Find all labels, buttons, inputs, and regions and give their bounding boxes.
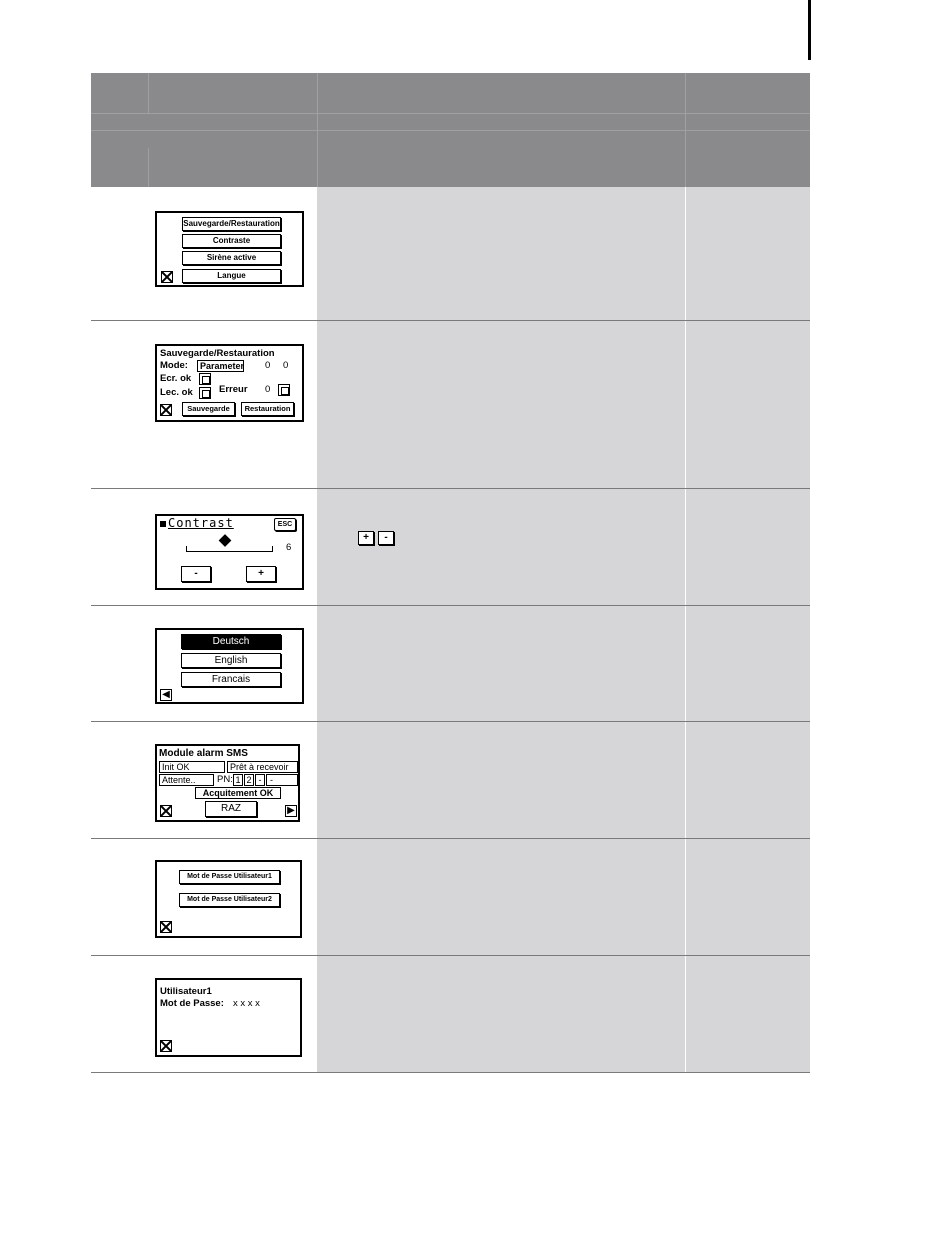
increase-button[interactable]: + xyxy=(246,566,276,582)
contrast-slider[interactable] xyxy=(186,546,273,552)
header-column-divider xyxy=(148,148,149,187)
mode-field[interactable]: Parameter xyxy=(197,360,244,372)
header-column-divider xyxy=(685,73,686,187)
close-icon[interactable] xyxy=(160,921,172,933)
description-cell xyxy=(317,489,685,605)
backup-title: Sauvegarde/Restauration xyxy=(160,348,275,359)
init-status: Init OK xyxy=(159,761,225,773)
contrast-value: 6 xyxy=(286,542,292,553)
description-cell xyxy=(317,839,685,955)
sms-title: Module alarm SMS xyxy=(159,748,248,759)
header-divider xyxy=(91,130,810,131)
error-label: Erreur xyxy=(219,384,248,395)
error-indicator xyxy=(278,384,290,396)
save-button[interactable]: Sauvegarde xyxy=(182,402,235,416)
notes-cell xyxy=(686,489,810,605)
raz-button[interactable]: RAZ xyxy=(205,801,257,817)
esc-button[interactable]: ESC xyxy=(274,518,296,531)
table-row xyxy=(91,321,810,489)
slider-thumb[interactable] xyxy=(219,534,232,547)
language-francais-button[interactable]: Francais xyxy=(181,672,281,687)
password-label: Mot de Passe: xyxy=(160,998,224,1009)
notes-cell xyxy=(686,321,810,488)
waiting-status: Attente.. xyxy=(159,774,214,786)
notes-cell xyxy=(686,956,810,1072)
description-cell xyxy=(317,956,685,1072)
decrease-button[interactable]: - xyxy=(181,566,211,582)
lcd-menu-screen xyxy=(155,211,304,287)
table-row xyxy=(91,606,810,722)
menu-backup-restore-button[interactable]: Sauvegarde/Restauration xyxy=(182,217,281,231)
pn-digit[interactable]: 1 xyxy=(233,774,243,786)
header-column-divider xyxy=(148,73,149,113)
language-english-button[interactable]: English xyxy=(181,653,281,668)
table-header xyxy=(91,73,810,187)
description-cell xyxy=(317,321,685,488)
notes-cell xyxy=(686,606,810,721)
ack-status: Acquitement OK xyxy=(195,787,281,799)
menu-siren-button[interactable]: Sirène active xyxy=(182,251,281,265)
slider-track xyxy=(186,551,273,552)
mode-value-1: 0 xyxy=(265,360,271,371)
slider-tick xyxy=(272,546,273,552)
minus-key-icon: - xyxy=(378,531,394,545)
notes-cell xyxy=(686,187,810,320)
close-icon[interactable] xyxy=(160,1040,172,1052)
ready-status: Prêt à recevoir xyxy=(227,761,298,773)
error-value: 0 xyxy=(265,384,271,395)
screen-cell xyxy=(91,606,317,721)
close-icon[interactable] xyxy=(160,805,172,817)
back-arrow-icon[interactable]: ◀ xyxy=(160,689,172,701)
slider-tick xyxy=(186,546,187,552)
read-ok-label: Lec. ok xyxy=(160,387,193,398)
table-row xyxy=(91,187,810,321)
pn-digit[interactable]: 2 xyxy=(244,774,254,786)
contrast-title: Contrast xyxy=(168,516,234,530)
user2-password-button[interactable]: Mot de Passe Utilisateur2 xyxy=(179,893,280,907)
description-cell xyxy=(317,722,685,838)
write-ok-label: Ecr. ok xyxy=(160,373,192,384)
table-body xyxy=(91,187,810,1073)
password-value[interactable]: x x x x xyxy=(233,998,260,1009)
header-divider xyxy=(91,113,810,114)
description-cell xyxy=(317,187,685,320)
mode-label: Mode: xyxy=(160,360,188,371)
title-marker-icon xyxy=(160,521,166,527)
lcd-password-screen xyxy=(155,978,302,1057)
table-row xyxy=(91,722,810,839)
table-row xyxy=(91,489,810,606)
lcd-password-menu-screen xyxy=(155,860,302,938)
description-cell xyxy=(317,606,685,721)
menu-language-button[interactable]: Langue xyxy=(182,269,281,283)
language-deutsch-button[interactable]: Deutsch xyxy=(181,634,281,649)
pn-label: PN: xyxy=(217,774,233,785)
lcd-sms-screen xyxy=(155,744,300,822)
plus-key-icon: + xyxy=(358,531,374,545)
screen-cell xyxy=(91,722,317,838)
user-label: Utilisateur1 xyxy=(160,986,212,997)
user1-password-button[interactable]: Mot de Passe Utilisateur1 xyxy=(179,870,280,884)
pn-digit[interactable]: - xyxy=(266,774,298,786)
notes-cell xyxy=(686,722,810,838)
notes-cell xyxy=(686,839,810,955)
screen-cell xyxy=(91,321,317,488)
table-row xyxy=(91,839,810,956)
read-ok-indicator xyxy=(199,387,211,399)
screen-cell xyxy=(91,187,317,320)
close-icon[interactable] xyxy=(160,404,172,416)
restore-button[interactable]: Restauration xyxy=(241,402,294,416)
forward-arrow-icon[interactable]: ▶ xyxy=(285,805,297,817)
write-ok-indicator xyxy=(199,373,211,385)
menu-contrast-button[interactable]: Contraste xyxy=(182,234,281,248)
table-row xyxy=(91,956,810,1073)
lcd-contrast-screen xyxy=(155,514,304,590)
screen-cell xyxy=(91,839,317,955)
top-vertical-rule xyxy=(808,0,811,60)
screen-cell xyxy=(91,489,317,605)
pn-digit[interactable]: - xyxy=(255,774,265,786)
mode-value-2: 0 xyxy=(283,360,289,371)
header-column-divider xyxy=(317,73,318,187)
screen-cell xyxy=(91,956,317,1072)
lcd-language-screen xyxy=(155,628,304,704)
close-icon[interactable] xyxy=(161,271,173,283)
lcd-backup-screen xyxy=(155,344,304,422)
